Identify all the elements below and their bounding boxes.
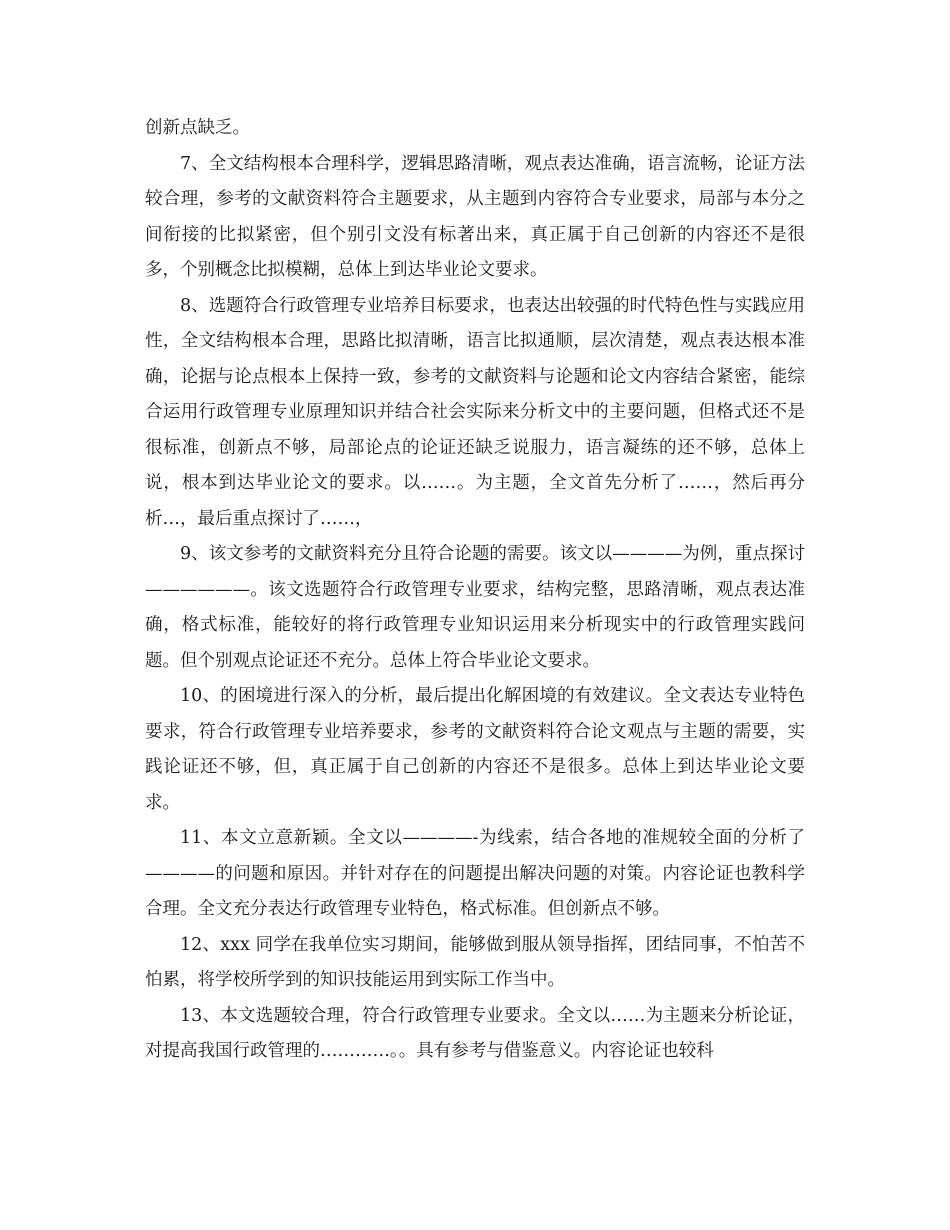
document-body bbox=[145, 111, 805, 1070]
paragraph-continuation: 创新点缺乏。 bbox=[145, 118, 250, 138]
paragraph-item-13: 13、本文选题较合理，符合行政管理专业要求。全文以……为主题来分析论证，对提高我国行政管理的…………。。具有参考与借鉴意义。内容论证也较科 bbox=[145, 1005, 805, 1061]
paragraph-item-7: 7、全文结构根本合理科学，逻辑思路清晰，观点表达准确，语言流畅，论证方法较合理，参考的文献资料符合主题要求，从主题到内容符合专业要求，局部与本分之间衔接的比拟紧密，但个别引文没有标著出来，真正属于自己创新的内容还不是很多，个别概念比拟模糊，总体上到达毕业论文要求。 bbox=[145, 153, 805, 280]
paragraph-item-11: 11、本文立意新颖。全文以————-为线索，结合各地的准规较全面的分析了————的问题和原因。并针对存在的问题提出解决问题的对策。内容论证也教科学合理。全文充分表达行政管理专业特色，格式标准。但创新点不够。 bbox=[145, 828, 805, 919]
paragraph-item-8: 8、选题符合行政管理专业培养目标要求，也表达出较强的时代特色性与实践应用性，全文结构根本合理，思路比拟清晰，语言比拟通顺，层次清楚，观点表达根本准确，论据与论点根本上保持一致，参考的文献资料与论题和论文内容结合紧密，能综合运用行政管理专业原理知识并结合社会实际来分析文中的主要问题，但格式还不是很标准，创新点不够，局部论点的论证还缺乏说服力，语言凝练的还不够，总体上说，根本到达毕业论文的要求。以……。为主题，全文首先分析了……，然后再分析…，最后重点探讨了……， bbox=[145, 295, 805, 529]
paragraph-item-10: 10、的困境进行深入的分析，最后提出化解困境的有效建议。全文表达专业特色要求，符合行政管理专业培养要求，参考的文献资料符合论文观点与主题的需要，实践论证还不够，但，真正属于自己创新的内容还不是很多。总体上到达毕业论文要求。 bbox=[145, 686, 805, 813]
paragraph-item-12: 12、xxx 同学在我单位实习期间，能够做到服从领导指挥，团结同事，不怕苦不怕累，将学校所学到的知识技能运用到实际工作当中。 bbox=[145, 934, 805, 990]
paragraph-item-9: 9、该文参考的文献资料充分且符合论题的需要。该文以————为例，重点探讨——————。该文选题符合行政管理专业要求，结构完整，思路清晰，观点表达准确，格式标准，能较好的将行政管理专业知识运用来分析现实中的行政管理实践问题。但个别观点论证还不充分。总体上符合毕业论文要求。 bbox=[145, 544, 805, 671]
